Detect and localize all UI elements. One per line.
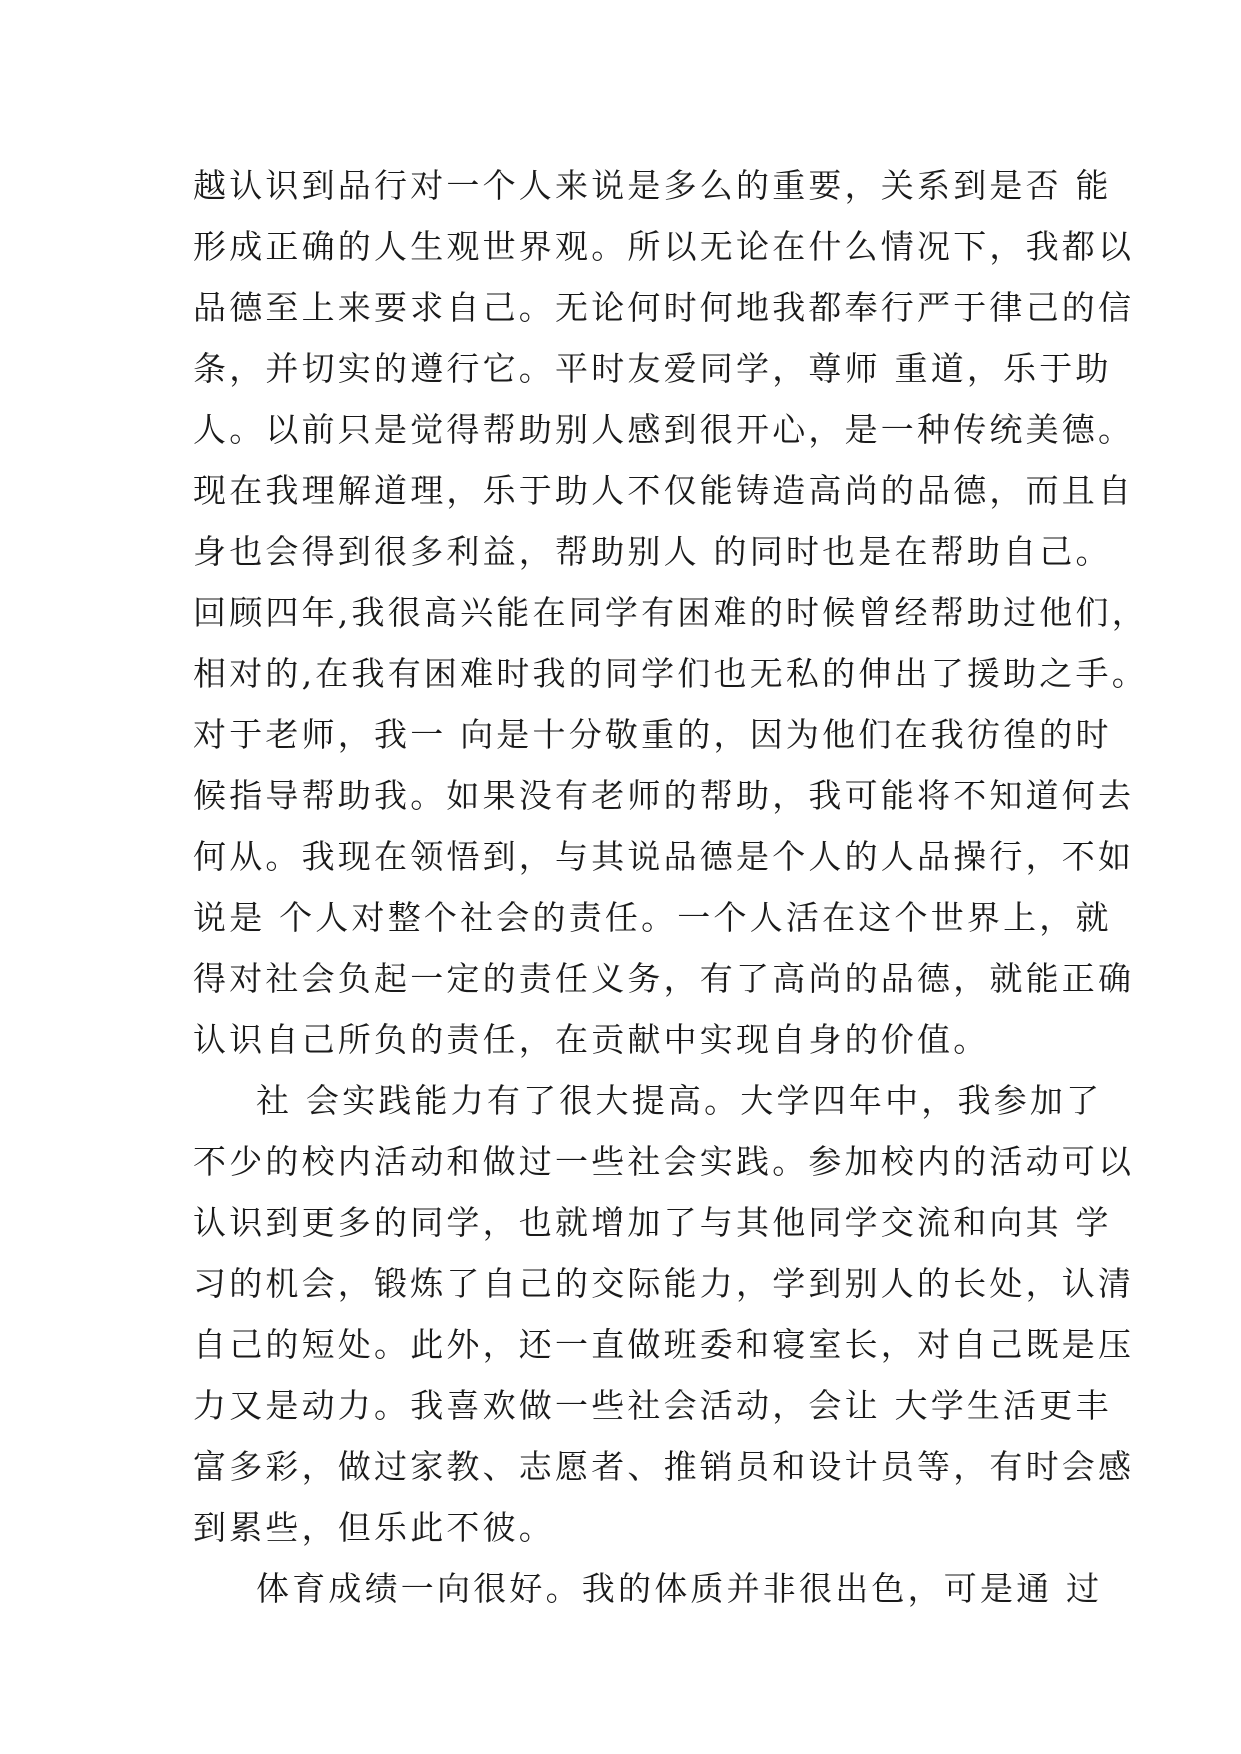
text-line: 自己的短处。此外，还一直做班委和寝室长，对自己既是压: [193, 1325, 1135, 1364]
text-line: 候指导帮助我。如果没有老师的帮助，我可能将不知道何去: [193, 776, 1135, 815]
text-line: 相对的,在我有困难时我的同学们也无私的伸出了援助之手。: [193, 654, 1148, 693]
text-line: 对于老师，我一 向是十分敬重的，因为他们在我彷徨的时: [193, 715, 1112, 754]
text-line: 条，并切实的遵行它。平时友爱同学，尊师 重道，乐于助: [193, 349, 1112, 388]
text-line: 富多彩，做过家教、志愿者、推销员和设计员等，有时会感: [193, 1447, 1135, 1486]
text-line: 认识到更多的同学，也就增加了与其他同学交流和向其 学: [193, 1203, 1112, 1242]
text-line: 说是 个人对整个社会的责任。一个人活在这个世界上，就: [193, 898, 1112, 937]
text-line: 到累些，但乐此不彼。: [193, 1508, 555, 1547]
text-line: 不少的校内活动和做过一些社会实践。参加校内的活动可以: [193, 1142, 1135, 1181]
text-line: 身也会得到很多利益，帮助别人 的同时也是在帮助自己。: [193, 532, 1112, 571]
text-line: 认识自己所负的责任，在贡献中实现自身的价值。: [193, 1020, 990, 1059]
text-line: 品德至上来要求自己。无论何时何地我都奉行严于律己的信: [193, 288, 1135, 327]
text-line: 形成正确的人生观世界观。所以无论在什么情况下，我都以: [193, 227, 1135, 266]
text-line: 回顾四年,我很高兴能在同学有困难的时候曾经帮助过他们，: [193, 593, 1148, 632]
text-line: 得对社会负起一定的责任义务，有了高尚的品德，就能正确: [193, 959, 1135, 998]
text-line: 越认识到品行对一个人来说是多么的重要，关系到是否 能: [193, 166, 1112, 205]
body-text: [193, 155, 1148, 1619]
text-line: 何从。我现在领悟到，与其说品德是个人的人品操行，不如: [193, 837, 1135, 876]
paragraph-first-line: 体育成绩一向很好。我的体质并非很出色，可是通 过: [256, 1569, 1103, 1608]
text-line: 现在我理解道理，乐于助人不仅能铸造高尚的品德，而且自: [193, 471, 1135, 510]
text-line: 习的机会，锻炼了自己的交际能力，学到别人的长处，认清: [193, 1264, 1135, 1303]
paragraph-first-line: 社 会实践能力有了很大提高。大学四年中，我参加了: [256, 1081, 1103, 1120]
text-line: 力又是动力。我喜欢做一些社会活动，会让 大学生活更丰: [193, 1386, 1112, 1425]
text-line: 人。以前只是觉得帮助别人感到很开心，是一种传统美德。: [193, 410, 1135, 449]
